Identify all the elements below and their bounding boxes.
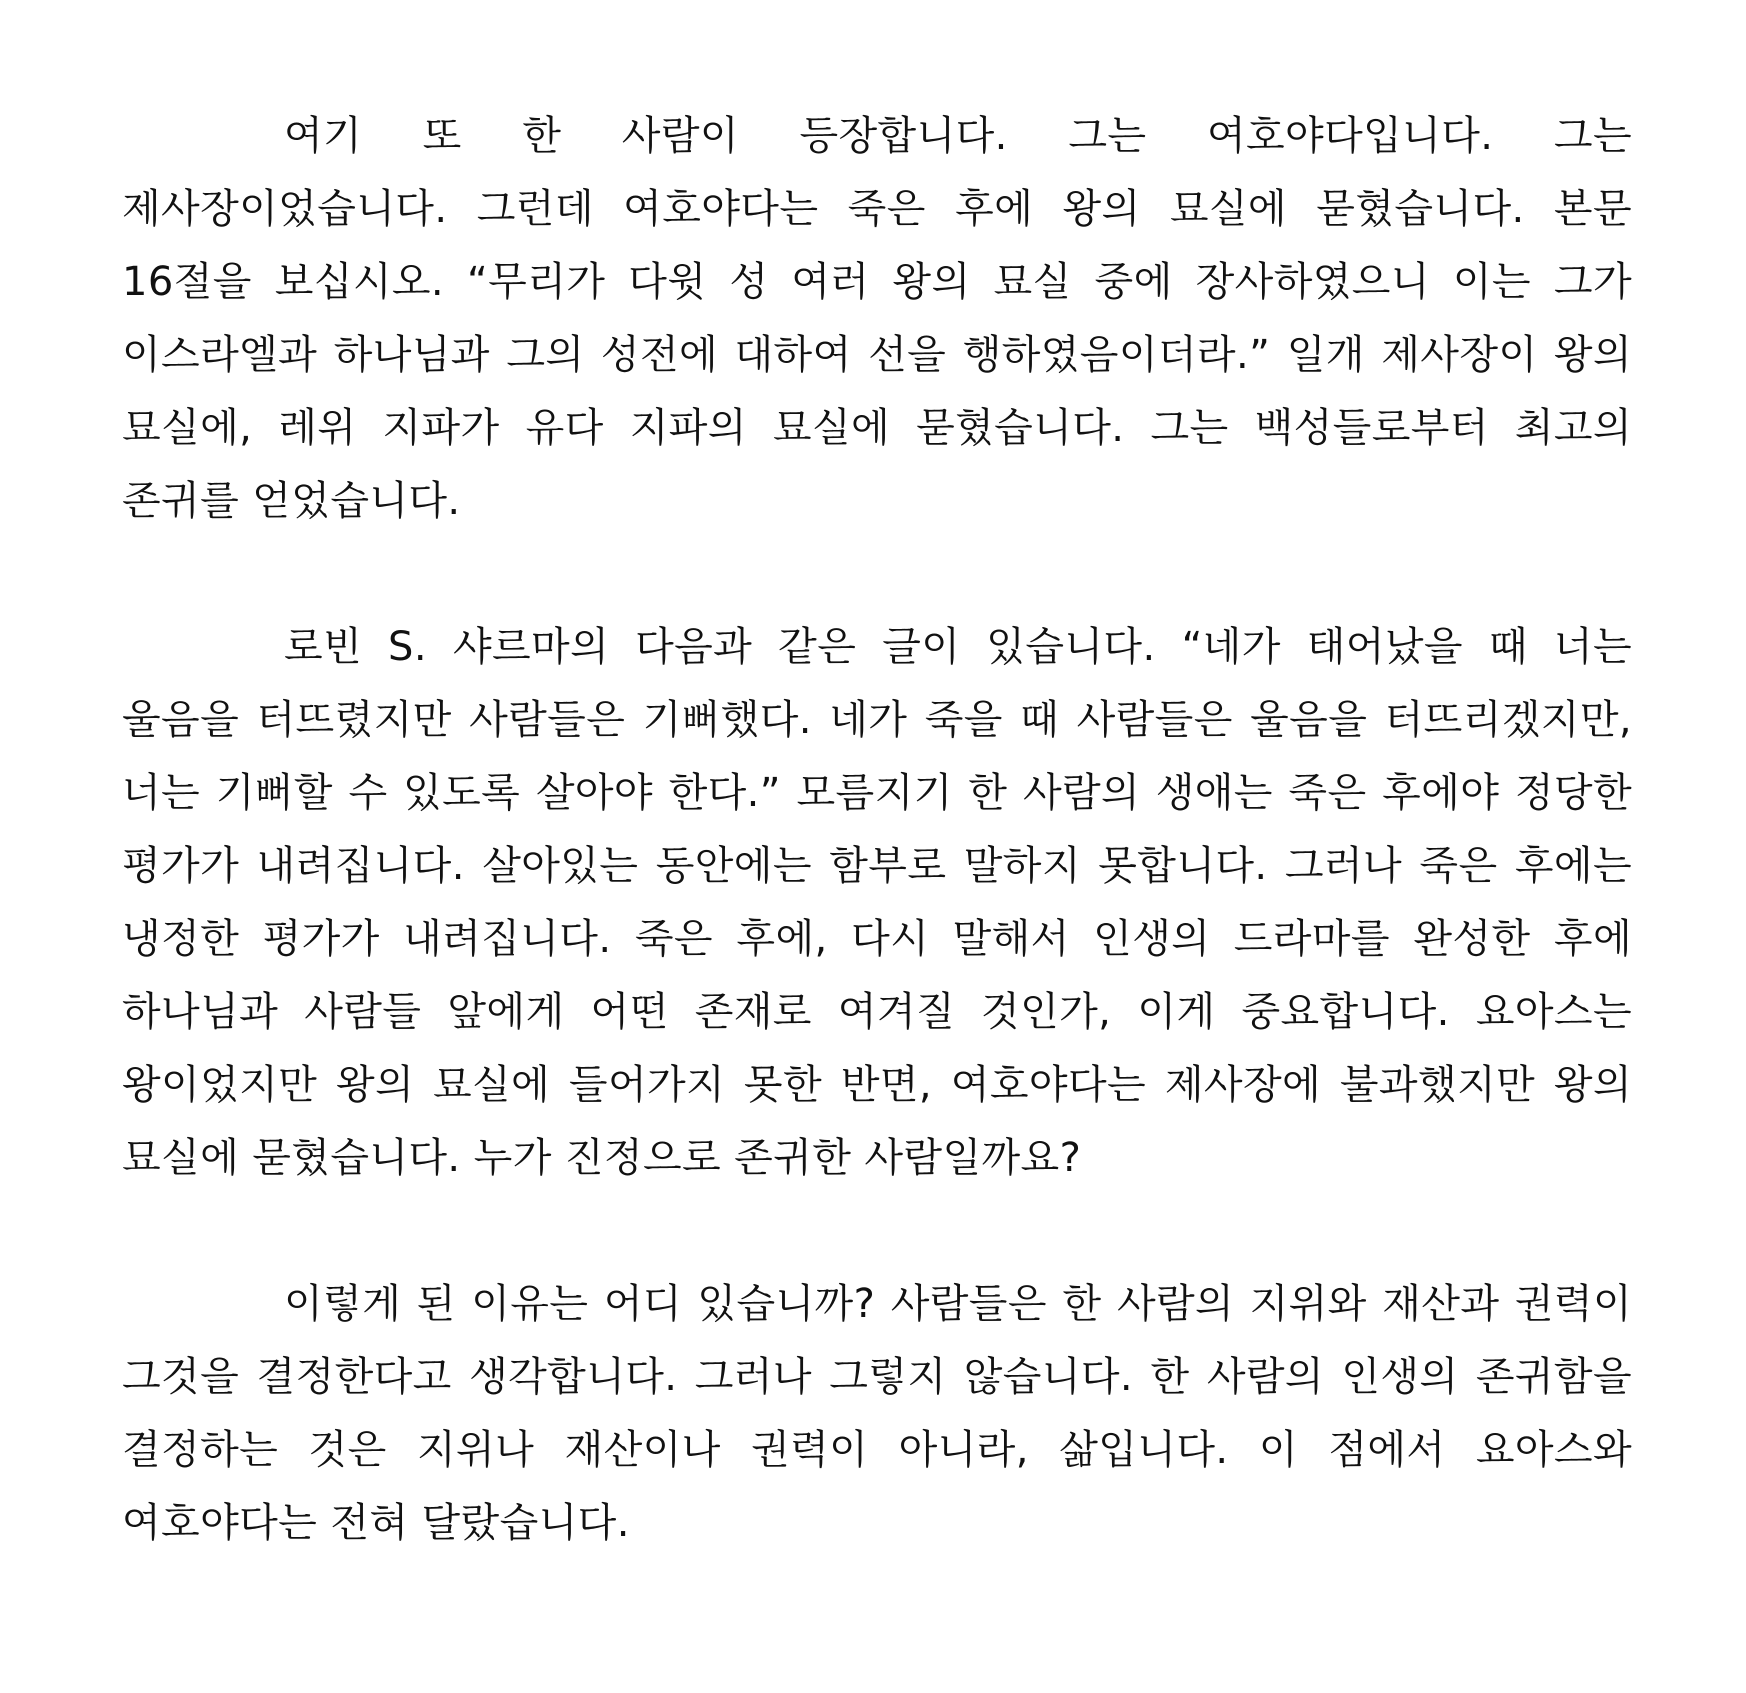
paragraph-robin-sharma-quote: 로빈 S. 샤르마의 다음과 같은 글이 있습니다. “네가 태어났을 때 너는 울음을 터뜨렸지만 사람들은 기뻐했다. 네가 죽을 때 사람들은 울음을 터뜨리겠지만, 너는 기뻐할 수 있도록 살아야 한다.” 모름지기 한 사람의 생애는 죽은 후에야 정당한 평가가 내려집니다. 살아있는 동안에는 함부로 말하지 못합니다. 그러나 죽은 후에는 냉정한 평가가 내려집니다. 죽은 후에, 다시 말해서 인생의 드라마를 완성한 후에 하나님과 사람들 앞에게 어떤 존재로 여겨질 것인가, 이게 중요합니다. 요아스는 왕이었지만 왕의 묘실에 들어가지 못한 반면, 여호야다는 제사장에 불과했지만 왕의 묘실에 묻혔습니다. 누가 진정으로 존귀한 사람일까요? [122, 624, 1632, 1181]
document-page [122, 100, 1632, 1560]
paragraph-jehoiada-burial: 여기 또 한 사람이 등장합니다. 그는 여호야다입니다. 그는 제사장이었습니다. 그런데 여호야다는 죽은 후에 왕의 묘실에 묻혔습니다. 본문 16절을 보십시오. “무리가 다윗 성 여러 왕의 묘실 중에 장사하였으니 이는 그가 이스라엘과 하나님과 그의 성전에 대하여 선을 행하였음이더라.” 일개 제사장이 왕의 묘실에, 레위 지파가 유다 지파의 묘실에 묻혔습니다. 그는 백성들로부터 최고의 존귀를 얻었습니다. [122, 113, 1632, 524]
paragraph-reason-life: 이렇게 된 이유는 어디 있습니까? 사람들은 한 사람의 지위와 재산과 권력이 그것을 결정한다고 생각합니다. 그러나 그렇지 않습니다. 한 사람의 인생의 존귀함을 결정하는 것은 지위나 재산이나 권력이 아니라, 삶입니다. 이 점에서 요아스와 여호야다는 전혀 달랐습니다. [122, 1281, 1632, 1546]
